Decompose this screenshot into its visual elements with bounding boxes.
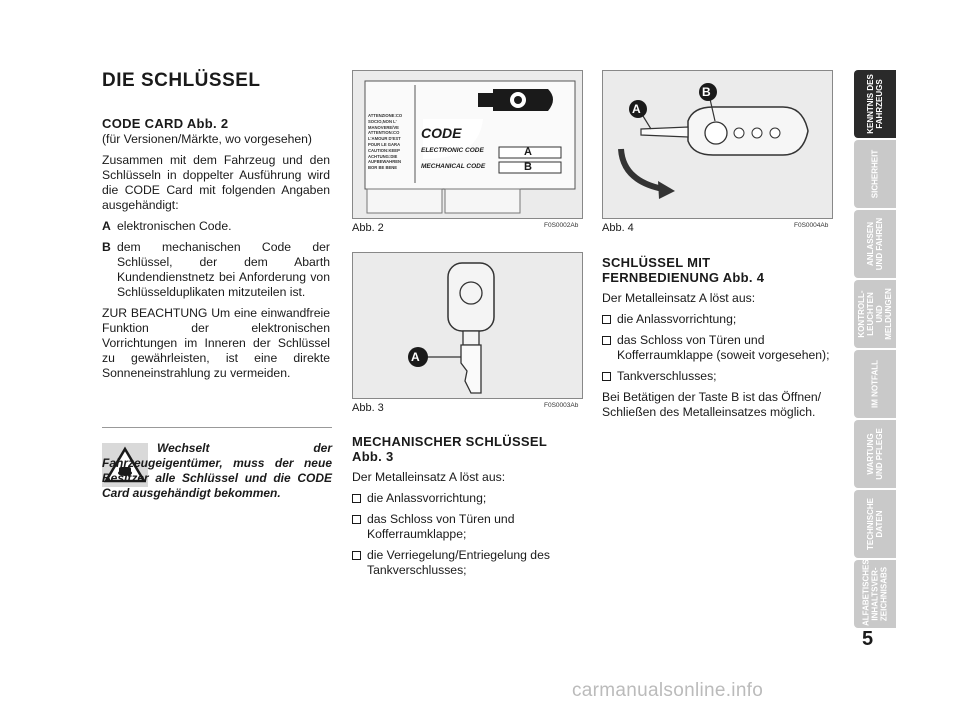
figure-3-code: F0S0003Ab bbox=[544, 402, 579, 409]
tab-kontrollleuchten[interactable] bbox=[854, 280, 896, 348]
checkbox-icon bbox=[602, 333, 617, 363]
checkbox-icon bbox=[602, 312, 617, 327]
warning-text-body: Wechselt der Fahrzeugeigentümer, muss der neue Besitzer alle Schlüssel und die CODE Card ausgehändigt bekommen. bbox=[102, 441, 332, 500]
tab-label: KENNTNIS DES FAHRZEUGS bbox=[866, 74, 884, 134]
item-text: die Verriegelung/Entriegelung des Tankverschlusses; bbox=[367, 548, 550, 577]
checkbox-icon bbox=[352, 512, 367, 542]
remote-key-item bbox=[602, 333, 832, 363]
figure-4-caption: Abb. 4 bbox=[602, 222, 634, 234]
code-card-mechanical-label: MECHANICAL CODE bbox=[421, 163, 486, 170]
tab-label: WARTUNG UND PFLEGE bbox=[866, 428, 884, 480]
tab-im-notfall[interactable] bbox=[854, 350, 896, 418]
mechanical-key-item bbox=[352, 548, 582, 578]
small-print-line: CAUTION:KEEP bbox=[368, 147, 400, 153]
item-text: das Schloss von Türen und Kofferraumklappe; bbox=[367, 512, 515, 541]
page-title: DIE SCHLÜSSEL bbox=[102, 70, 261, 91]
item-text: die Anlassvorrichtung; bbox=[367, 491, 487, 505]
remote-key-lead: Der Metalleinsatz A löst aus: bbox=[602, 291, 756, 305]
remote-key-illustration bbox=[603, 71, 832, 218]
watermark: carmanualsonline.info bbox=[572, 680, 764, 701]
mechanical-key-lead: Der Metalleinsatz A löst aus: bbox=[352, 470, 506, 484]
item-key: A bbox=[102, 219, 111, 233]
small-print-line: BOR BE BENE bbox=[368, 165, 398, 171]
figure-4-code: F0S0004Ab bbox=[794, 222, 829, 229]
code-card-heading: CODE CARD Abb. 2 bbox=[102, 116, 229, 131]
mechanical-key-heading: MECHANISCHER SCHLÜSSEL Abb. 3 bbox=[352, 434, 547, 464]
tab-label: SICHERHEIT bbox=[870, 149, 880, 199]
tab-label: ALFABETISCHES INHALTSVER- ZEICHNISABS bbox=[861, 559, 889, 626]
small-print-line: ACHTUNG:DIE bbox=[368, 153, 398, 159]
item-key: B bbox=[102, 240, 111, 254]
remote-key-note: Bei Betätigen der Taste B ist das Öffnen/ Schließen des Metalleinsatzes möglich. bbox=[602, 390, 822, 419]
item-text: elektronischen Code. bbox=[117, 219, 232, 233]
remote-key-label-a: A bbox=[632, 102, 641, 116]
mechanical-key-item bbox=[352, 491, 582, 506]
remote-key-item bbox=[602, 312, 832, 327]
tab-anlassen-und-fahren[interactable] bbox=[854, 210, 896, 278]
warning-text bbox=[102, 441, 332, 501]
remote-key-heading: SCHLÜSSEL MIT FERNBEDIENUNG Abb. 4 bbox=[602, 255, 765, 285]
small-print-line: AUFBEWAHREN bbox=[368, 159, 402, 165]
mechanical-key-item bbox=[352, 512, 582, 542]
code-card-item-a bbox=[102, 219, 330, 234]
code-card-item-b bbox=[102, 240, 330, 300]
tab-inhaltsverzeichnis[interactable] bbox=[854, 560, 896, 628]
code-card-subheading: (für Versionen/Märkte, wo vorgesehen) bbox=[102, 132, 312, 146]
code-card-label-b: B bbox=[524, 161, 532, 173]
tab-label: TECHNISCHE DATEN bbox=[866, 498, 884, 551]
figure-2-code: F0S0002Ab bbox=[544, 222, 579, 229]
mechanical-key-illustration bbox=[353, 253, 582, 398]
tab-technische-daten[interactable] bbox=[854, 490, 896, 558]
small-print-line: L'AMOUR D'EST bbox=[368, 136, 401, 142]
checkbox-icon bbox=[352, 548, 367, 578]
small-print-line: MANOVERE/VE bbox=[368, 124, 399, 130]
item-text: das Schloss von Türen und Kofferraumklappe (soweit vorgesehen); bbox=[617, 333, 830, 362]
mechanical-key-section bbox=[352, 434, 582, 584]
mechanical-key-label-a: A bbox=[411, 350, 420, 364]
code-card-title: CODE bbox=[421, 125, 462, 141]
checkbox-icon bbox=[352, 491, 367, 506]
divider bbox=[102, 427, 332, 428]
figure-code-card bbox=[352, 70, 583, 219]
tab-sicherheit[interactable] bbox=[854, 140, 896, 208]
code-card-note: ZUR BEACHTUNG Um eine einwandfreie Funktion der elektronischen Vorrichtungen im Inneren der Schlüssel zu gewährleisten, ist eine direkte Sonneneinstrahlung zu vermeiden. bbox=[102, 306, 330, 380]
tab-label: ANLASSEN UND FAHREN bbox=[866, 217, 884, 271]
tab-wartung-und-pflege[interactable] bbox=[854, 420, 896, 488]
item-text: Tankverschlusses; bbox=[617, 369, 717, 383]
small-print-line: ATTENZIONE:CO bbox=[368, 113, 403, 118]
code-card-label-a: A bbox=[524, 146, 532, 158]
small-print-line: ATTENTION:CO bbox=[368, 130, 400, 136]
tab-label: KONTROLL- LEUCHTEN UND MELDUNGEN bbox=[857, 288, 893, 340]
checkbox-icon bbox=[602, 369, 617, 384]
code-card-intro: Zusammen mit dem Fahrzeug und den Schlüsseln in doppelter Ausführung wird die CODE Card mit folgenden Angaben ausgehändigt: bbox=[102, 153, 330, 212]
item-text: dem mechanischen Code der Schlüssel, der dem Abarth Kundendienstnetz bei Anforderung von Schlüsselduplikaten mitzuteilen ist. bbox=[117, 240, 330, 299]
remote-key-item bbox=[602, 369, 832, 384]
tab-label: IM NOTFALL bbox=[870, 360, 880, 408]
figure-remote-key bbox=[602, 70, 833, 219]
item-text: die Anlassvorrichtung; bbox=[617, 312, 737, 326]
remote-key-label-b: B bbox=[702, 85, 711, 99]
figure-mechanical-key bbox=[352, 252, 583, 399]
small-print-line: SOCIO,NON L' bbox=[368, 118, 397, 124]
code-card-small-print bbox=[368, 113, 414, 171]
figure-3-caption: Abb. 3 bbox=[352, 402, 384, 414]
small-print-line: POUR LE GARA bbox=[368, 141, 401, 147]
remote-key-section bbox=[602, 255, 832, 426]
tab-kenntnis-des-fahrzeugs[interactable] bbox=[854, 70, 896, 138]
code-card-section bbox=[102, 116, 330, 387]
figure-2-caption: Abb. 2 bbox=[352, 222, 384, 234]
code-card-electronic-label: ELECTRONIC CODE bbox=[421, 147, 484, 154]
page-number: 5 bbox=[862, 628, 874, 650]
